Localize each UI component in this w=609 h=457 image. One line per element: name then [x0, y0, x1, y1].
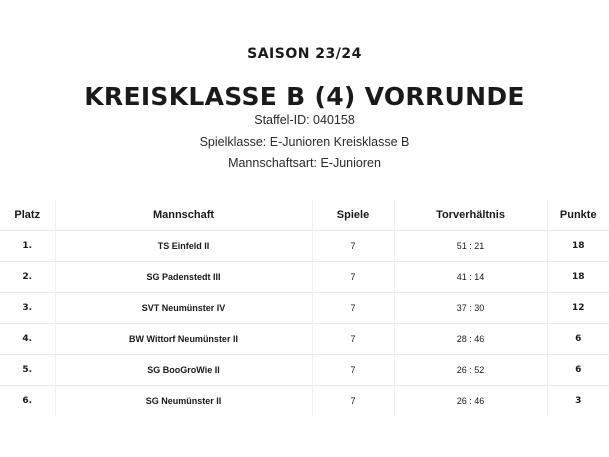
- table-row: [0, 231, 609, 262]
- table-row: [0, 324, 609, 355]
- row-points: 18: [547, 262, 609, 293]
- row-rank: 3.: [0, 293, 55, 324]
- column-header-mannschaft: Mannschaft: [55, 200, 312, 231]
- staffel-id: Staffel-ID: 040158: [254, 113, 355, 127]
- season-label: SAISON 23/24: [247, 46, 362, 62]
- table-row: [0, 293, 609, 324]
- league-title: KREISKLASSE B (4) VORRUNDE: [84, 82, 525, 111]
- row-games: 7: [312, 386, 394, 417]
- row-goals: 26 : 46: [394, 386, 547, 417]
- row-points: 12: [547, 293, 609, 324]
- column-header-spiele: Spiele: [312, 200, 394, 231]
- row-games: 7: [312, 355, 394, 386]
- table-row: [0, 262, 609, 293]
- row-goals: 26 : 52: [394, 355, 547, 386]
- row-rank: 1.: [0, 231, 55, 262]
- row-team: TS Einfeld II: [55, 231, 312, 262]
- row-points: 6: [547, 355, 609, 386]
- column-header-torverhaeltnis: Torverhältnis: [394, 200, 547, 231]
- row-games: 7: [312, 324, 394, 355]
- row-rank: 5.: [0, 355, 55, 386]
- row-team: SG BooGroWie II: [55, 355, 312, 386]
- row-goals: 41 : 14: [394, 262, 547, 293]
- row-team: SVT Neumünster IV: [55, 293, 312, 324]
- row-rank: 4.: [0, 324, 55, 355]
- row-points: 18: [547, 231, 609, 262]
- row-goals: 51 : 21: [394, 231, 547, 262]
- row-games: 7: [312, 262, 394, 293]
- row-team: SG Neumünster II: [55, 386, 312, 417]
- column-header-punkte: Punkte: [547, 200, 609, 231]
- row-goals: 37 : 30: [394, 293, 547, 324]
- row-points: 6: [547, 324, 609, 355]
- row-rank: 2.: [0, 262, 55, 293]
- row-goals: 28 : 46: [394, 324, 547, 355]
- table-row: [0, 355, 609, 386]
- row-points: 3: [547, 386, 609, 417]
- row-team: SG Padenstedt III: [55, 262, 312, 293]
- standings-table: [0, 200, 609, 416]
- row-games: 7: [312, 231, 394, 262]
- column-header-platz: Platz: [14, 209, 41, 221]
- row-rank: 6.: [0, 386, 55, 417]
- table-row: [0, 386, 609, 417]
- row-games: 7: [312, 293, 394, 324]
- mannschaftsart: Mannschaftsart: E-Junioren: [228, 156, 381, 170]
- row-team: BW Wittorf Neumünster II: [55, 324, 312, 355]
- table-header-row: [0, 200, 609, 231]
- spielklasse: Spielklasse: E-Junioren Kreisklasse B: [199, 135, 410, 149]
